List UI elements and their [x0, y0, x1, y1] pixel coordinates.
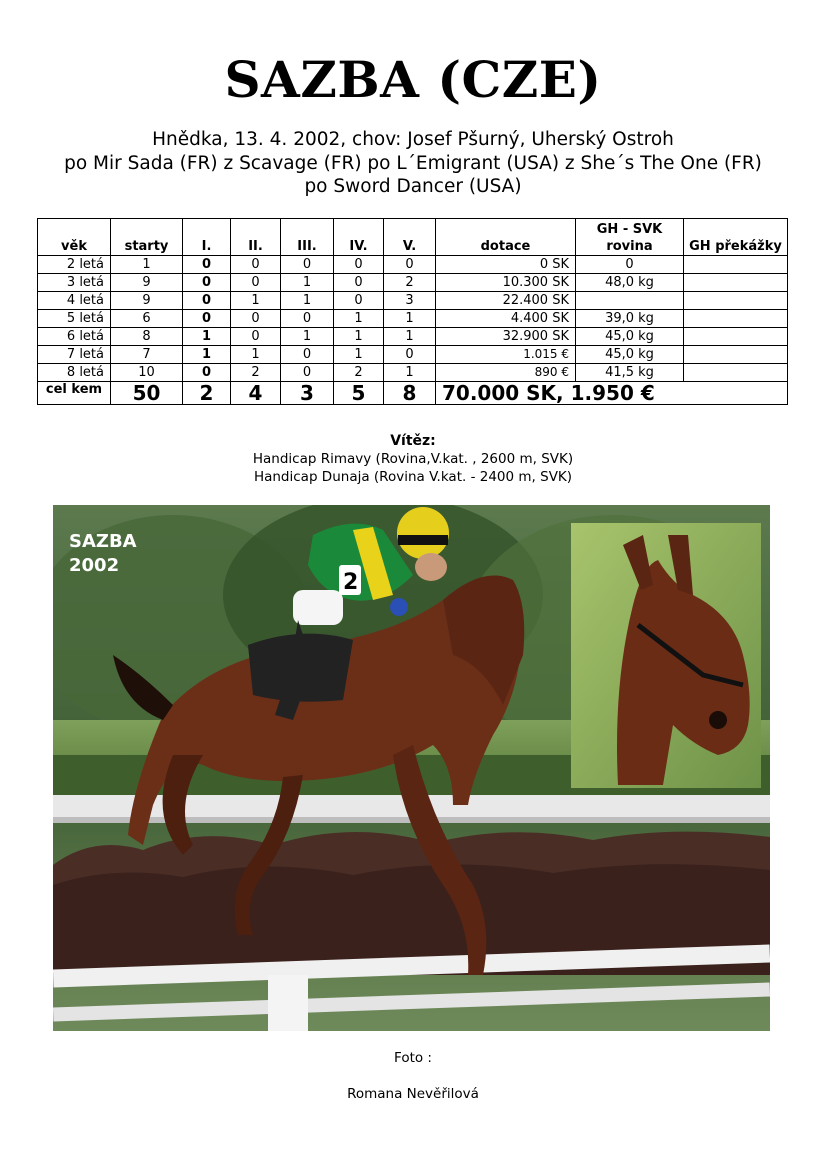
- starts-cell: 8: [111, 328, 183, 346]
- first-place-cell: 0: [183, 310, 231, 328]
- second-place-cell: 0: [231, 328, 281, 346]
- total-fourth-cell: 5: [334, 382, 384, 405]
- gh-flat-cell: [576, 292, 684, 310]
- total-prize-cell: 70.000 SK, 1.950 €: [436, 382, 788, 405]
- prize-cell: 4.400 SK: [436, 310, 576, 328]
- pedigree-info: [0, 128, 826, 199]
- fifth-place-cell: 1: [384, 364, 436, 382]
- table-total-row: [38, 382, 788, 405]
- gh-jump-cell: [684, 364, 788, 382]
- second-place-cell: 0: [231, 256, 281, 274]
- header-starts: starty: [111, 219, 183, 256]
- race-record-table: [37, 218, 788, 405]
- gh-flat-cell: 45,0 kg: [576, 346, 684, 364]
- gh-jump-cell: [684, 346, 788, 364]
- total-fifth-cell: 8: [384, 382, 436, 405]
- age-cell: 7 letá: [38, 346, 111, 364]
- fourth-place-cell: 1: [334, 328, 384, 346]
- fifth-place-cell: 1: [384, 310, 436, 328]
- starts-cell: 9: [111, 274, 183, 292]
- gh-jump-cell: [684, 274, 788, 292]
- winner-race: Handicap Dunaja (Rovina V.kat. - 2400 m, SVK): [253, 469, 573, 485]
- third-place-cell: 1: [281, 274, 334, 292]
- photo-overlay-year: 2002: [69, 555, 120, 576]
- first-place-cell: 0: [183, 256, 231, 274]
- age-cell: 5 letá: [38, 310, 111, 328]
- gh-flat-cell: 48,0 kg: [576, 274, 684, 292]
- third-place-cell: 1: [281, 328, 334, 346]
- age-cell: 6 letá: [38, 328, 111, 346]
- first-place-cell: 0: [183, 292, 231, 310]
- fourth-place-cell: 2: [334, 364, 384, 382]
- prize-cell: 1.015 €: [436, 346, 576, 364]
- starts-cell: 6: [111, 310, 183, 328]
- pedigree-line-sire-dam: po Mir Sada (FR) z Scavage (FR) po L´Emigrant (USA) z She´s The One (FR): [64, 152, 762, 174]
- second-place-cell: 0: [231, 274, 281, 292]
- gh-flat-cell: 39,0 kg: [576, 310, 684, 328]
- third-place-cell: 0: [281, 346, 334, 364]
- total-third-cell: 3: [281, 382, 334, 405]
- second-place-cell: 1: [231, 346, 281, 364]
- gh-jump-cell: [684, 328, 788, 346]
- table-row: [38, 328, 788, 346]
- table-row: [38, 292, 788, 310]
- total-starts-cell: 50: [111, 382, 183, 405]
- fourth-place-cell: 1: [334, 346, 384, 364]
- saddle-number: 2: [343, 570, 359, 595]
- gh-jump-cell: [684, 310, 788, 328]
- prize-cell: 32.900 SK: [436, 328, 576, 346]
- first-place-cell: 1: [183, 328, 231, 346]
- first-place-cell: 0: [183, 364, 231, 382]
- age-cell: 8 letá: [38, 364, 111, 382]
- photo-caption-label: Foto :: [394, 1050, 432, 1066]
- header-gh-jump: GH překážky: [684, 219, 788, 256]
- winner-heading: Vítěz:: [390, 433, 436, 449]
- header-gh-flat: GH - SVK rovina: [576, 219, 684, 256]
- prize-cell: 10.300 SK: [436, 274, 576, 292]
- starts-cell: 7: [111, 346, 183, 364]
- winner-race: Handicap Rimavy (Rovina,V.kat. , 2600 m, SVK): [252, 451, 574, 467]
- prize-cell: 0 SK: [436, 256, 576, 274]
- second-place-cell: 1: [231, 292, 281, 310]
- total-first-cell: 2: [183, 382, 231, 405]
- fourth-place-cell: 0: [334, 256, 384, 274]
- second-place-cell: 0: [231, 310, 281, 328]
- gh-flat-cell: 0: [576, 256, 684, 274]
- prize-cell: 22.400 SK: [436, 292, 576, 310]
- age-cell: 2 letá: [38, 256, 111, 274]
- starts-cell: 9: [111, 292, 183, 310]
- fifth-place-cell: 1: [384, 328, 436, 346]
- first-place-cell: 1: [183, 346, 231, 364]
- third-place-cell: 0: [281, 310, 334, 328]
- third-place-cell: 0: [281, 256, 334, 274]
- table-row: [38, 256, 788, 274]
- fifth-place-cell: 0: [384, 346, 436, 364]
- starts-cell: 1: [111, 256, 183, 274]
- pedigree-line-birth-breeder: Hnědka, 13. 4. 2002, chov: Josef Pšurný, Uherský Ostroh: [152, 129, 674, 150]
- header-fourth: IV.: [334, 219, 384, 256]
- table-row: [38, 274, 788, 292]
- fifth-place-cell: 2: [384, 274, 436, 292]
- page-title: SAZBA (CZE): [224, 50, 602, 109]
- table-row: [38, 310, 788, 328]
- header-third: III.: [281, 219, 334, 256]
- table-row: [38, 364, 788, 382]
- fourth-place-cell: 0: [334, 274, 384, 292]
- prize-cell: 890 €: [436, 364, 576, 382]
- photo-overlay-name: SAZBA: [69, 531, 137, 552]
- pedigree-line-damsire: po Sword Dancer (USA): [304, 176, 522, 197]
- gh-flat-cell: 41,5 kg: [576, 364, 684, 382]
- table-header-row: [38, 219, 788, 256]
- fifth-place-cell: 3: [384, 292, 436, 310]
- header-second: II.: [231, 219, 281, 256]
- photo-caption-author: Romana Nevěřilová: [347, 1086, 479, 1102]
- header-fifth: V.: [384, 219, 436, 256]
- age-cell: 4 letá: [38, 292, 111, 310]
- gh-flat-cell: 45,0 kg: [576, 328, 684, 346]
- first-place-cell: 0: [183, 274, 231, 292]
- fourth-place-cell: 1: [334, 310, 384, 328]
- second-place-cell: 2: [231, 364, 281, 382]
- winner-section: [0, 432, 826, 486]
- starts-cell: 10: [111, 364, 183, 382]
- total-label-cell: cel kem: [38, 382, 111, 405]
- race-photo: [53, 505, 770, 1031]
- total-second-cell: 4: [231, 382, 281, 405]
- header-first: I.: [183, 219, 231, 256]
- third-place-cell: 0: [281, 364, 334, 382]
- third-place-cell: 1: [281, 292, 334, 310]
- header-prize: dotace: [436, 219, 576, 256]
- age-cell: 3 letá: [38, 274, 111, 292]
- fifth-place-cell: 0: [384, 256, 436, 274]
- fourth-place-cell: 0: [334, 292, 384, 310]
- table-row: [38, 346, 788, 364]
- header-age: věk: [38, 219, 111, 256]
- gh-jump-cell: [684, 292, 788, 310]
- gh-jump-cell: [684, 256, 788, 274]
